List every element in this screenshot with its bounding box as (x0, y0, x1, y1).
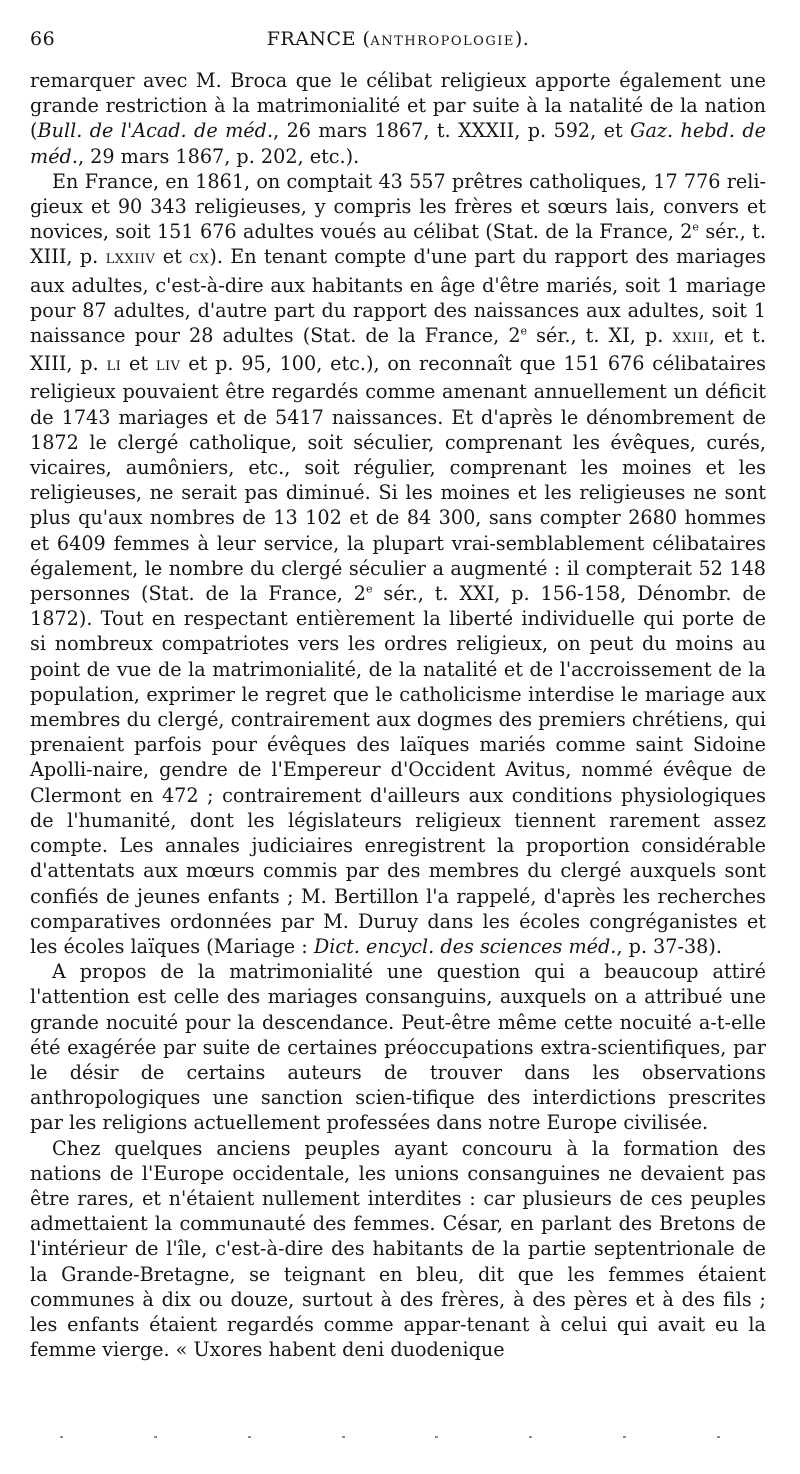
scan-mark (248, 1436, 251, 1438)
text-run: ). En tenant compte d'une part du rapport des mariages aux adultes, c'est-à-dire aux habitants en âge d'être mariés, soit 1 mariage pour 87 adultes, d'autre part du rapport des naissances aux adultes, soit 1 naissance pour 28 adultes (Stat. de la France, 2 (30, 245, 767, 348)
text-run: sér., t. XIII, p. (30, 220, 766, 269)
paragraph-clergy-statistics (30, 169, 766, 959)
text-run: et (155, 245, 190, 269)
text-run: et p. 95, 100, etc.), on reconnaît que 151 676 célibataires religieux pouvaient être regardés comme amenant annuellement un déficit de 1743 mariages et de 5417 naissances. Et d'après le dénombrement de 1872 le clergé catholique, soit séculier, comprenant les évêques, curés, vicaires, aumôniers, etc., soit régulier, comprenant les moines et les religieuses, ne serait pas diminué. Si les moines et les religieuses ne sont plus qu'aux nombres de 13 102 et de 84 300, sans compter 2680 hommes et 6409 femmes à leur service, la plupart vrai-semblablement célibataires également, le nombre du clergé séculier a augmenté : il compterait 52 148 personnes (Stat. de la France, 2 (30, 352, 767, 606)
running-title-main: FRANCE ( (266, 28, 371, 50)
running-header (30, 28, 766, 58)
scan-mark (717, 1436, 720, 1438)
book-page (30, 28, 766, 1362)
text-run: En France, en 1861, on comptait 43 557 prêtres catholiques, 17 776 reli-gieux et 90 343 religieuses, y compris les frères et sœurs lais, convers et novices, soit 151 676 adultes voués au célibat (Stat. de la France, 2 (30, 169, 766, 244)
text-run: , 29 mars 1867, p. 202, etc.). (77, 144, 360, 168)
scan-mark (60, 1436, 63, 1438)
text-run: sér., t. XI, p. (527, 324, 673, 348)
page-number: 66 (30, 28, 56, 50)
running-title-end: ). (514, 28, 530, 50)
scan-mark (154, 1436, 157, 1438)
text-run: , p. 37-38). (616, 934, 722, 958)
roman-page-ref: LXXIIV (105, 252, 156, 268)
paragraph-continued (30, 68, 766, 169)
running-title-subject: ANTHROPOLOGIE (370, 34, 515, 49)
roman-page-ref: LI (106, 359, 122, 375)
citation-title: Bull. de l'Acad. de méd. (37, 119, 274, 143)
scan-mark (529, 1436, 532, 1438)
citation-title: Gaz. hebd. de méd. (30, 119, 766, 168)
text-run: , 26 mars 1867, t. XXXII, p. 592, et (273, 119, 631, 143)
roman-page-ref: CX (189, 252, 210, 268)
text-run: remarquer avec M. Broca que le célibat religieux apporte également une grande restriction à la matrimonialité et par suite à la natalité de la nation ( (30, 69, 766, 143)
scan-mark (623, 1436, 626, 1438)
text-run: sér., t. XXI, p. 156-158, Dénombr. de 1872). Tout en respectant entièrement la liberté individuelle qui porte de si nombreux compatriotes vers les ordres religieux, on peut du moins au point de vue de la matrimonialité, de la natalité et de l'accroissement de la population, exprimer le regret que le catholicisme interdise le mariage aux membres du clergé, contrairement aux dogmes des premiers chrétiens, qui prenaient parfois pour évêques des laïques mariés comme saint Sidoine Apolli-naire, gendre de l'Empereur d'Occident Avitus, nommé évêque de Clermont en 472 ; contrairement d'ailleurs aux conditions physiologiques de l'humanité, dont les législateurs religieux tiennent rarement assez compte. Les annales judiciaires enregistrent la proportion considérable d'attentats aux mœurs commis par des membres du clergé auxquels sont confiés de jeunes enfants ; M. Bertillon l'a rappelé, d'après les recherches comparatives ordonnées par M. Duruy dans les écoles congréganistes et les écoles laïques (Mariage : (30, 582, 766, 958)
superscript: e (520, 324, 528, 338)
scan-mark (342, 1436, 345, 1438)
roman-page-ref: LIV (155, 359, 181, 375)
scan-mark (435, 1436, 438, 1438)
text-run: et (121, 352, 156, 376)
paragraph-consanguineous-marriages: A propos de la matrimonialité une question qui a beaucoup attiré l'attention est celle des mariages consanguins, auxquels on a attribué une grande nocuité pour la descendance. Peut-être même cette nocuité a-t-elle été exagérée par suite de certaines préoccupations extra-scientifiques, par le désir de certains auteurs de trouver dans les observations anthropologiques une sanction scien-tifique des interdictions prescrites par les religions actuellement professées dans notre Europe civilisée. (30, 960, 766, 1135)
body-text (30, 68, 766, 1362)
superscript: e (365, 582, 373, 596)
roman-page-ref: XXIII (672, 331, 709, 347)
text-run: , et t. XIII, p. (30, 324, 766, 376)
running-title (30, 28, 766, 50)
citation-title: Dict. encycl. des sciences méd. (313, 934, 617, 958)
superscript: e (692, 220, 699, 234)
footer-scan-marks (60, 1436, 720, 1440)
paragraph-ancient-peoples: Chez quelques anciens peuples ayant concouru à la formation des nations de l'Europe occidentale, les unions consanguines ne devaient pas être rares, et n'étaient nullement interdites : car plusieurs de ces peuples admettaient la communauté des femmes. César, en parlant des Bretons de l'intérieur de l'île, c'est-à-dire des habitants de la partie septentrionale de la Grande-Bretagne, se teignant en bleu, dit que les femmes étaient communes à dix ou douze, surtout à des frères, à des pères et à des fils ; les enfants étaient regardés comme appar-tenant à celui qui avait eu la femme vierge. « Uxores habent deni duodenique (30, 1136, 766, 1362)
